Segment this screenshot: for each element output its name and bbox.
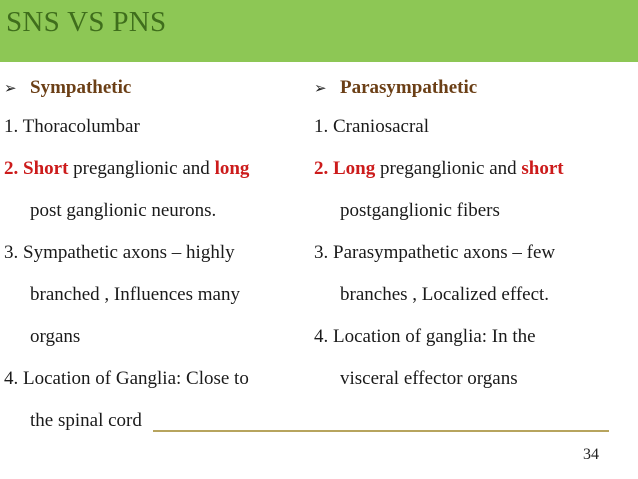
emphasis-long: Long [333, 158, 376, 179]
parasympathetic-item-3-continued: branches , Localized effect. [340, 284, 550, 305]
sympathetic-item-4-continued: the spinal cord [30, 410, 142, 431]
item-number: 2. [314, 158, 329, 179]
emphasis-short: short [521, 158, 564, 179]
sympathetic-item-4: 4. Location of Ganglia: Close to [4, 368, 249, 389]
sympathetic-item-3: 3. Sympathetic axons – highly [4, 242, 235, 263]
sympathetic-item-2 [4, 148, 304, 190]
parasympathetic-item-3: 3. Parasympathetic axons – few [314, 242, 556, 263]
slide-title: SNS VS PNS [6, 6, 167, 38]
parasympathetic-heading-label: Parasympathetic [340, 77, 478, 98]
sympathetic-column [4, 70, 304, 442]
parasympathetic-item-2-continued: postganglionic fibers [340, 200, 500, 221]
arrow-bullet-icon: ➢ [314, 81, 327, 97]
parasympathetic-item-4-continued: visceral effector organs [340, 368, 518, 389]
sympathetic-item-3-continued-2: organs [30, 326, 81, 347]
page-number: 34 [583, 446, 599, 463]
sympathetic-heading [4, 70, 304, 106]
item-text: preganglionic and [380, 158, 517, 179]
item-number: 2. [4, 158, 19, 179]
parasympathetic-item-1: 1. Craniosacral [314, 116, 430, 137]
sympathetic-heading-label: Sympathetic [30, 77, 132, 98]
sympathetic-item-3-continued: branched , Influences many [30, 284, 240, 305]
parasympathetic-item-2 [314, 148, 634, 190]
parasympathetic-heading [314, 70, 634, 106]
footer-rule [153, 430, 609, 432]
emphasis-short: Short [23, 158, 69, 179]
parasympathetic-item-4: 4. Location of ganglia: In the [314, 326, 536, 347]
sympathetic-item-2-continued: post ganglionic neurons. [30, 200, 217, 221]
parasympathetic-column [314, 70, 634, 400]
sympathetic-item-1: 1. Thoracolumbar [4, 116, 140, 137]
arrow-bullet-icon: ➢ [4, 81, 17, 97]
title-bar [0, 0, 638, 62]
item-text: preganglionic and [73, 158, 210, 179]
emphasis-long: long [214, 158, 250, 179]
